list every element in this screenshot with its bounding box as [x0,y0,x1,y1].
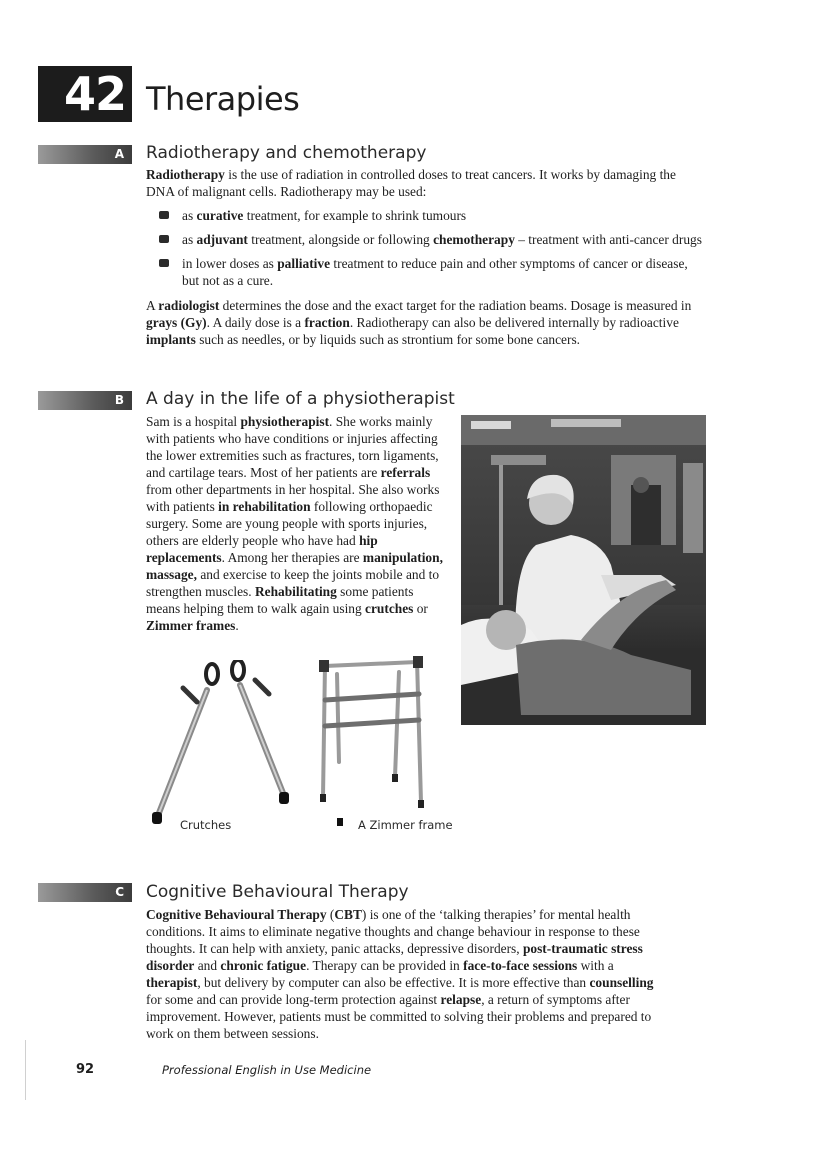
text-run: determines the dose and the exact target for the radiation beams. Dosage is measured in [219,298,692,313]
bold-term: post-traumatic stress disorder [146,941,643,973]
crutches-illustration [145,660,295,830]
text-run: ) is one of the ‘talking therapies’ for mental health conditions. It aims to eliminate negative thoughts and change behaviour in response to these thoughts. It can help with anxiety, panic attacks, depressive disorders, [146,907,640,956]
text-run: is the use of radiation in controlled doses to treat cancers. It works by damaging the DNA of malignant cells. Radiotherapy may be used: [146,167,676,199]
bold-term: crutches [365,601,414,616]
text-run: and [194,958,221,973]
bold-term: curative [196,208,244,223]
section-c-body [146,906,668,1042]
bold-term: chemotherapy [433,232,515,247]
section-c-marker: C [38,883,132,902]
section-a-body [146,166,706,348]
physiotherapist-photo [461,415,706,725]
section-b-marker: B [38,391,132,410]
bullet-icon [159,259,169,267]
text-run: and exercise to keep the joints mobile and to strengthen muscles. [146,567,440,599]
bold-term: physiotherapist [240,414,330,429]
bold-term: radiologist [158,298,220,313]
text-run: Sam is a hospital [146,414,241,429]
bold-term: Zimmer frames [146,618,236,633]
zimmer-frame-caption: A Zimmer frame [358,818,453,832]
text-run: as [182,232,197,247]
text-run: as [182,208,197,223]
bold-term: hip replacements [146,533,378,565]
text-run: treatment, alongside or following [247,232,434,247]
section-b-title: A day in the life of a physiotherapist [146,389,455,409]
text-run: A [146,298,159,313]
section-a-outro [146,297,706,348]
bold-term: therapist [146,975,198,990]
bullet-icon [159,211,169,219]
section-c-title: Cognitive Behavioural Therapy [146,882,409,902]
text-run: or [413,601,428,616]
bullet-icon [159,235,169,243]
bold-term: grays (Gy) [146,315,207,330]
bold-term: adjuvant [196,232,248,247]
text-run: treatment, for example to shrink tumours [243,208,467,223]
text-run: treatment to reduce pain and other symptoms of cancer or disease, but not as a cure. [182,256,688,288]
text-run: from other departments in her hospital. She also works with patients [146,482,440,514]
bold-term: in rehabilitation [218,499,311,514]
section-a-title: Radiotherapy and chemotherapy [146,143,427,163]
text-run: , but delivery by computer can also be effective. It is more effective than [197,975,590,990]
unit-title: Therapies [146,80,300,118]
section-a-marker: A [38,145,132,164]
section-a-bullets [146,207,706,289]
text-run: – treatment with anti-cancer drugs [514,232,702,247]
text-run: in lower doses as [182,256,278,271]
unit-number: 42 [38,66,132,122]
section-a-intro [146,166,706,200]
page-number: 92 [76,1062,95,1077]
text-run: following orthopaedic surgery. Some are young people with sports injuries, others are elderly people who have had [146,499,433,548]
text-run: , a return of symptoms after improvement. However, patients must be committed to solving their problems and prepared to work on them between sessions. [146,992,652,1041]
bold-term: CBT [334,907,362,922]
book-title: Professional English in Use Medicine [162,1063,372,1077]
text-run: . Therapy can be provided in [306,958,464,973]
bold-term: Rehabilitating [254,584,337,599]
text-run: ( [326,907,335,922]
bold-term: chronic fatigue [220,958,307,973]
bold-term: counselling [589,975,654,990]
text-run: . [235,618,239,633]
text-run: such as needles, or by liquids such as strontium for some bone cancers. [195,332,581,347]
zimmer-frame-illustration [315,652,435,830]
bold-term: Radiotherapy [146,167,225,182]
bold-term: relapse [440,992,482,1007]
list-item [146,207,706,224]
text-run: . She works mainly with patients who have conditions or injuries affecting the lower extremities such as fractures, torn ligaments, and cartilage tears. Most of her patients are [146,414,439,480]
list-item [146,255,706,289]
section-b-text [146,413,448,634]
text-run: . Among her therapies are [221,550,363,565]
bold-term: face-to-face sessions [463,958,578,973]
bold-term: palliative [277,256,331,271]
text-run: . Radiotherapy can also be delivered internally by radioactive [349,315,679,330]
crutches-caption: Crutches [180,818,232,832]
section-c-text [146,906,668,1042]
bold-term: Cognitive Behavioural Therapy [146,907,327,922]
bold-term: fraction [304,315,350,330]
text-run: with a [577,958,614,973]
bold-term: implants [146,332,196,347]
list-item [146,231,706,248]
text-run: . A daily dose is a [206,315,305,330]
section-b-body [146,413,448,634]
text-run: some patients means helping them to walk again using [146,584,414,616]
bold-term: manipulation, massage, [146,550,443,582]
bold-term: referrals [380,465,431,480]
text-run: for some and can provide long-term protection against [146,992,441,1007]
page-edge-line [25,1040,26,1100]
